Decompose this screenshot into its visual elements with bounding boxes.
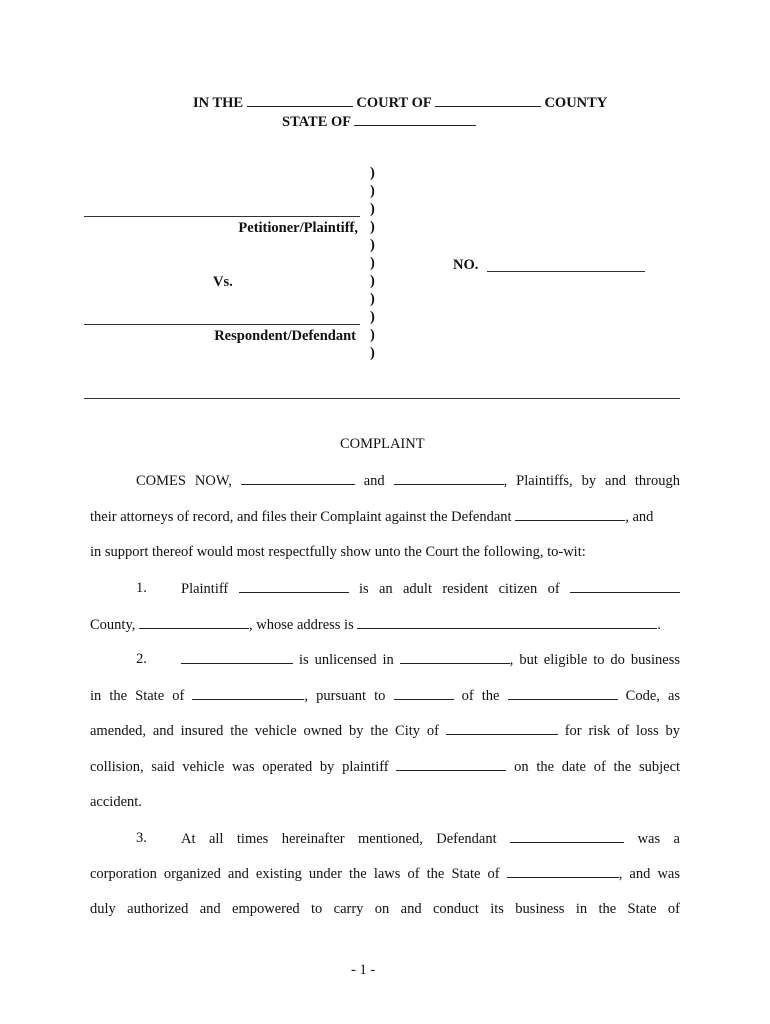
item-3-line-3: duly authorized and empowered to carry on and conduct its business in the State of: [90, 901, 680, 917]
item-2-line-3: amended, and insured the vehicle owned by the City of for risk of loss by: [90, 723, 680, 739]
unlicensed-state-blank[interactable]: [400, 651, 510, 664]
item-3-number: 3.: [136, 830, 147, 846]
item-2-line-2: in the State of , pursuant to of the Code, as: [90, 688, 681, 704]
page-number: - 1 -: [351, 962, 376, 978]
paren: ): [370, 309, 375, 325]
item-3-line-1: At all times hereinafter mentioned, Defendant was a: [181, 831, 680, 847]
case-number-blank[interactable]: [487, 271, 645, 272]
paren: ): [370, 255, 375, 271]
paren: ): [370, 273, 375, 289]
petitioner-name-blank[interactable]: [84, 216, 360, 217]
paren: ): [370, 201, 375, 217]
caption-divider: [84, 398, 680, 399]
item-2-line-1: is unlicensed in , but eligible to do business: [181, 651, 680, 669]
state-name-blank[interactable]: [354, 113, 476, 126]
incorporation-state-blank[interactable]: [507, 865, 619, 878]
opening-line-3: in support thereof would most respectfully show unto the Court the following, to-wit:: [90, 544, 586, 560]
petitioner-label: Petitioner/Plaintiff,: [238, 220, 358, 236]
address-blank[interactable]: [357, 616, 657, 629]
plaintiff-name-blank[interactable]: [239, 580, 349, 593]
case-number-label: NO.: [453, 257, 479, 273]
statute-blank[interactable]: [394, 687, 454, 700]
paren: ): [370, 219, 375, 235]
paren: ): [370, 345, 375, 361]
item-2-line-5: accident.: [90, 794, 142, 810]
county-name-blank[interactable]: [435, 94, 541, 107]
defendant-corp-blank[interactable]: [510, 830, 624, 843]
court-name-blank[interactable]: [247, 94, 353, 107]
defendant-name-blank[interactable]: [515, 508, 625, 521]
city-blank[interactable]: [446, 722, 558, 735]
opening-line-2: their attorneys of record, and files their Complaint against the Defendant , and: [90, 509, 654, 525]
paren: ): [370, 327, 375, 343]
item-2-line-4: collision, said vehicle was operated by plaintiff on the date of the subject: [90, 759, 681, 775]
paren: ): [370, 237, 375, 253]
paren: ): [370, 183, 375, 199]
court-of-label: COURT OF: [356, 95, 432, 111]
item-1-line-2: County, , whose address is .: [90, 617, 661, 633]
respondent-label: Respondent/Defendant: [214, 328, 356, 344]
operator-plaintiff-blank[interactable]: [396, 758, 506, 771]
respondent-name-blank[interactable]: [84, 324, 360, 325]
opening-line-1: COMES NOW, and , Plaintiffs, by and through: [136, 473, 681, 489]
unlicensed-party-blank[interactable]: [181, 651, 293, 664]
state-of-label: STATE OF: [282, 114, 351, 130]
code-state-blank[interactable]: [508, 687, 618, 700]
item-2-number: 2.: [136, 651, 147, 667]
county-label: COUNTY: [544, 95, 608, 111]
plaintiff-two-blank[interactable]: [394, 472, 504, 485]
in-the-label: IN THE: [193, 95, 244, 111]
court-heading-line: [193, 94, 607, 112]
resident-county-blank[interactable]: [570, 580, 680, 593]
item-3-line-2: corporation organized and existing under the laws of the State of , and was: [90, 866, 681, 882]
complaint-title: COMPLAINT: [340, 436, 425, 452]
vs-label: Vs.: [213, 274, 233, 290]
plaintiff-one-blank[interactable]: [241, 472, 355, 485]
county-state-blank[interactable]: [139, 616, 249, 629]
state-heading-line: [282, 113, 476, 131]
item-1-line-1: Plaintiff is an adult resident citizen of: [181, 580, 680, 598]
paren: ): [370, 165, 375, 181]
paren: ): [370, 291, 375, 307]
business-state-blank[interactable]: [192, 687, 304, 700]
item-1-number: 1.: [136, 580, 147, 596]
